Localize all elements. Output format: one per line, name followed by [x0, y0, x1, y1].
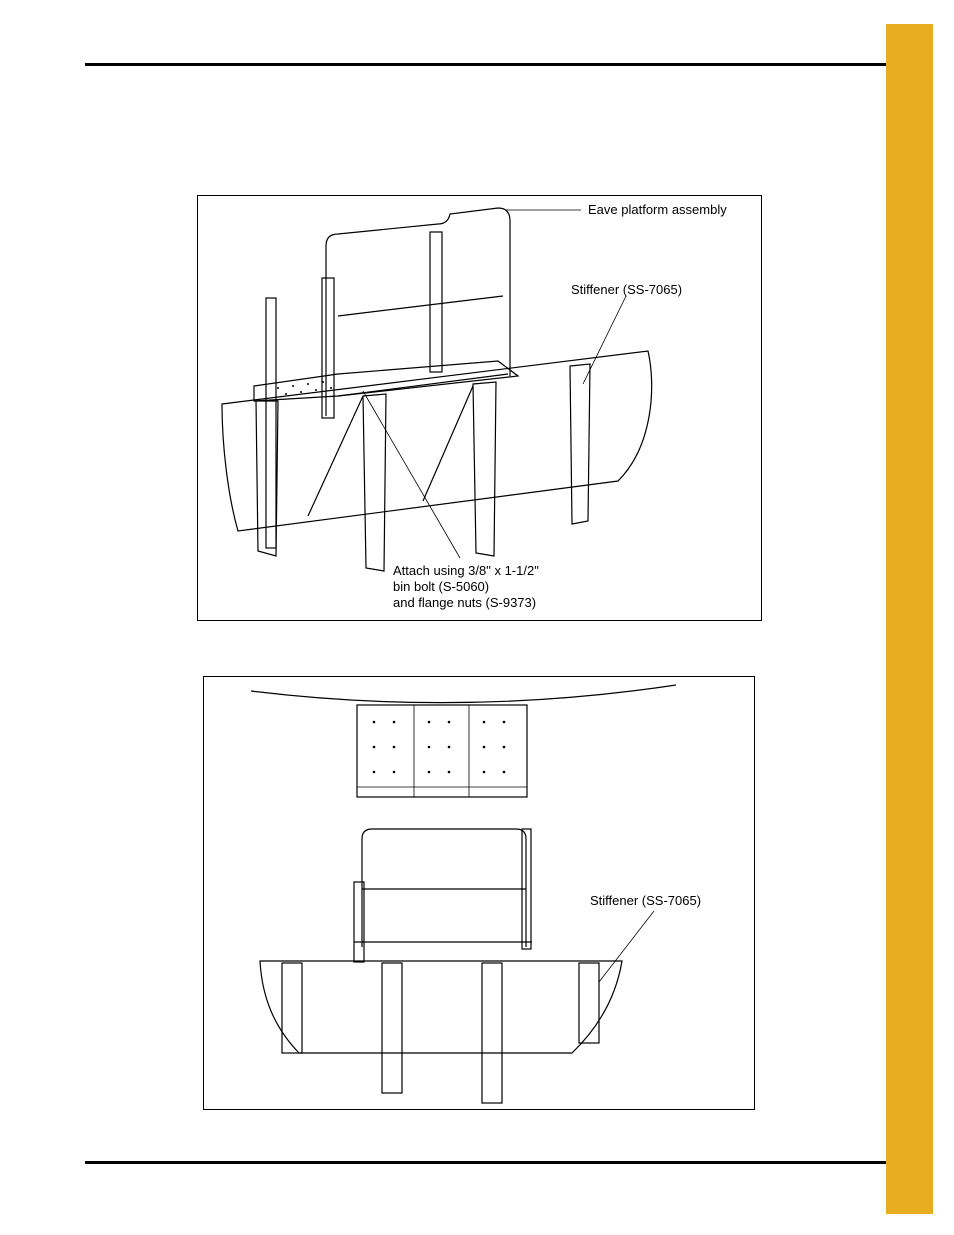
- elevation-handrail: [362, 829, 526, 947]
- mid-rail: [338, 296, 503, 316]
- attach-line-2: bin bolt (S-5060): [393, 579, 490, 594]
- bin-sheet: [222, 351, 652, 531]
- elevation-stiffener-1: [282, 963, 302, 1053]
- elevation-stiffener-4: [579, 963, 599, 1043]
- header-rule: [85, 63, 927, 66]
- upright-left: [266, 298, 276, 548]
- chapter-side-tab: [886, 24, 933, 1214]
- label-stiffener-bottom: Stiffener (SS-7065): [590, 893, 702, 908]
- eave-platform-perspective-figure: [197, 195, 762, 621]
- attach-line-3: and flange nuts (S-9373): [393, 595, 537, 610]
- plan-deck-holes: [373, 721, 506, 774]
- toe-rail: [338, 374, 508, 396]
- eave-platform-plan-elevation-figure: [203, 676, 755, 1110]
- eave-platform-perspective-drawing: [198, 196, 763, 622]
- label-attach-instructions: [393, 563, 539, 611]
- attach-line-1: Attach using 3/8" x 1-1/2": [393, 563, 539, 578]
- roof-arc: [251, 685, 676, 703]
- plan-deck: [357, 705, 527, 797]
- stiffener-3: [473, 382, 496, 556]
- elevation-stiffener-2: [382, 963, 402, 1093]
- leader-stiffener-bottom: [599, 911, 654, 982]
- brace-left: [308, 396, 363, 516]
- handrail: [326, 208, 510, 416]
- stiffener-1: [256, 401, 278, 556]
- stiffener-4: [570, 364, 590, 524]
- elevation-stiffener-3: [482, 963, 502, 1103]
- label-stiffener-top: Stiffener (SS-7065): [571, 282, 683, 297]
- leader-bolt-1: [363, 391, 460, 558]
- upright-rail-right: [430, 232, 442, 372]
- footer-rule: [85, 1161, 927, 1164]
- stiffener-2: [363, 394, 386, 571]
- deck-holes: [277, 381, 332, 395]
- brace-right: [423, 386, 473, 501]
- elevation-bin-sheet: [260, 961, 622, 1053]
- label-eave-platform-assembly: Eave platform assembly: [588, 202, 727, 217]
